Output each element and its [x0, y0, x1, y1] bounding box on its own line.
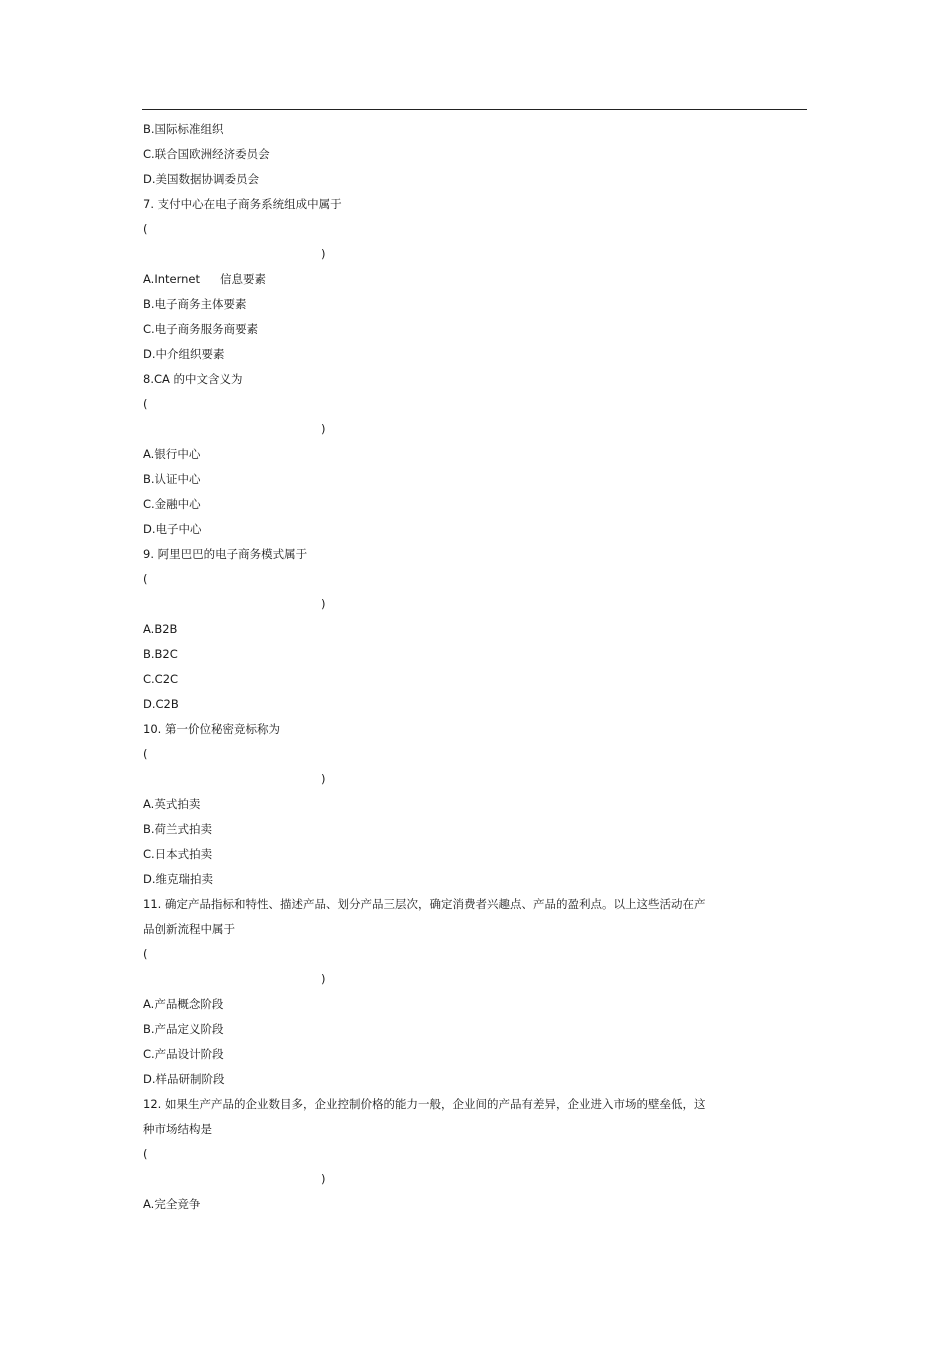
text-line	[143, 917, 743, 942]
text-line	[143, 1167, 743, 1192]
text-line	[143, 392, 743, 417]
text-line	[143, 517, 743, 542]
line-text: 10. 第一价位秘密竞标称为	[143, 722, 280, 736]
line-text: A.产品概念阶段	[143, 997, 224, 1011]
line-text: (	[143, 572, 148, 586]
text-line	[143, 192, 743, 217]
line-text: A.英式拍卖	[143, 797, 201, 811]
line-text: B.认证中心	[143, 472, 201, 486]
text-line	[143, 542, 743, 567]
text-line	[143, 892, 743, 917]
line-text: C.联合国欧洲经济委员会	[143, 147, 270, 161]
text-line	[143, 767, 743, 792]
text-line	[143, 1192, 743, 1217]
text-line	[143, 617, 743, 642]
text-line	[143, 867, 743, 892]
line-text: A.银行中心	[143, 447, 201, 461]
text-line	[143, 592, 743, 617]
text-line	[143, 142, 743, 167]
line-text: )	[321, 1172, 326, 1186]
line-text: D.美国数据协调委员会	[143, 172, 260, 186]
text-line	[143, 1092, 743, 1117]
text-line	[143, 117, 743, 142]
text-line	[143, 692, 743, 717]
line-text: (	[143, 222, 148, 236]
line-text: 8.CA 的中文含义为	[143, 372, 243, 386]
line-text: (	[143, 1147, 148, 1161]
text-line	[143, 567, 743, 592]
text-line	[143, 342, 743, 367]
header-rule	[142, 109, 807, 110]
line-text: C.金融中心	[143, 497, 201, 511]
line-text: D.电子中心	[143, 522, 202, 536]
text-line	[143, 417, 743, 442]
text-line	[143, 792, 743, 817]
line-text: )	[321, 247, 326, 261]
text-line	[143, 367, 743, 392]
line-text: C.电子商务服务商要素	[143, 322, 259, 336]
text-line	[143, 292, 743, 317]
line-text: C.C2C	[143, 672, 179, 686]
text-line	[143, 667, 743, 692]
line-text: A.Internet	[143, 272, 200, 286]
text-line	[143, 1142, 743, 1167]
text-line	[143, 217, 743, 242]
text-line	[143, 1117, 743, 1142]
line-text: 种市场结构是	[143, 1122, 212, 1136]
line-text: )	[321, 422, 326, 436]
line-text: A.B2B	[143, 622, 178, 636]
line-text: D.C2B	[143, 697, 179, 711]
line-text: D.中介组织要素	[143, 347, 225, 361]
line-text: B.荷兰式拍卖	[143, 822, 213, 836]
line-text: (	[143, 397, 148, 411]
text-line	[143, 942, 743, 967]
text-line	[143, 317, 743, 342]
line-text: B.电子商务主体要素	[143, 297, 247, 311]
line-text: )	[321, 772, 326, 786]
line-text: (	[143, 747, 148, 761]
text-line	[143, 967, 743, 992]
text-line	[143, 817, 743, 842]
text-line	[143, 842, 743, 867]
document-body	[143, 117, 743, 1217]
line-text: D.维克瑞拍卖	[143, 872, 214, 886]
line-text: 品创新流程中属于	[143, 922, 235, 936]
line-text: (	[143, 947, 148, 961]
text-line	[143, 467, 743, 492]
line-text: C.产品设计阶段	[143, 1047, 224, 1061]
line-text: 11. 确定产品指标和特性、描述产品、划分产品三层次，确定消费者兴趣点、产品的盈利点。以上这些活动在产	[143, 897, 706, 911]
text-line	[143, 242, 743, 267]
line-text: )	[321, 597, 326, 611]
line-text: C.日本式拍卖	[143, 847, 213, 861]
line-text: B.B2C	[143, 647, 178, 661]
text-line	[143, 992, 743, 1017]
line-text: D.样品研制阶段	[143, 1072, 225, 1086]
text-line	[143, 642, 743, 667]
text-line	[143, 717, 743, 742]
line-text-secondary: 信息要素	[219, 272, 266, 286]
line-text: A.完全竞争	[143, 1197, 201, 1211]
text-line	[143, 1067, 743, 1092]
line-text: 9. 阿里巴巴的电子商务模式属于	[143, 547, 308, 561]
text-line	[143, 442, 743, 467]
line-text: 12. 如果生产产品的企业数目多，企业控制价格的能力一般，企业间的产品有差异，企业进入市场的壁垒低，这	[143, 1097, 706, 1111]
line-text: B.国际标准组织	[143, 122, 224, 136]
line-text: 7. 支付中心在电子商务系统组成中属于	[143, 197, 342, 211]
text-line	[143, 1017, 743, 1042]
text-line	[143, 742, 743, 767]
text-line	[143, 1042, 743, 1067]
line-text: )	[321, 972, 326, 986]
line-text: B.产品定义阶段	[143, 1022, 224, 1036]
text-line	[143, 492, 743, 517]
text-line	[143, 167, 743, 192]
text-line	[143, 267, 743, 292]
